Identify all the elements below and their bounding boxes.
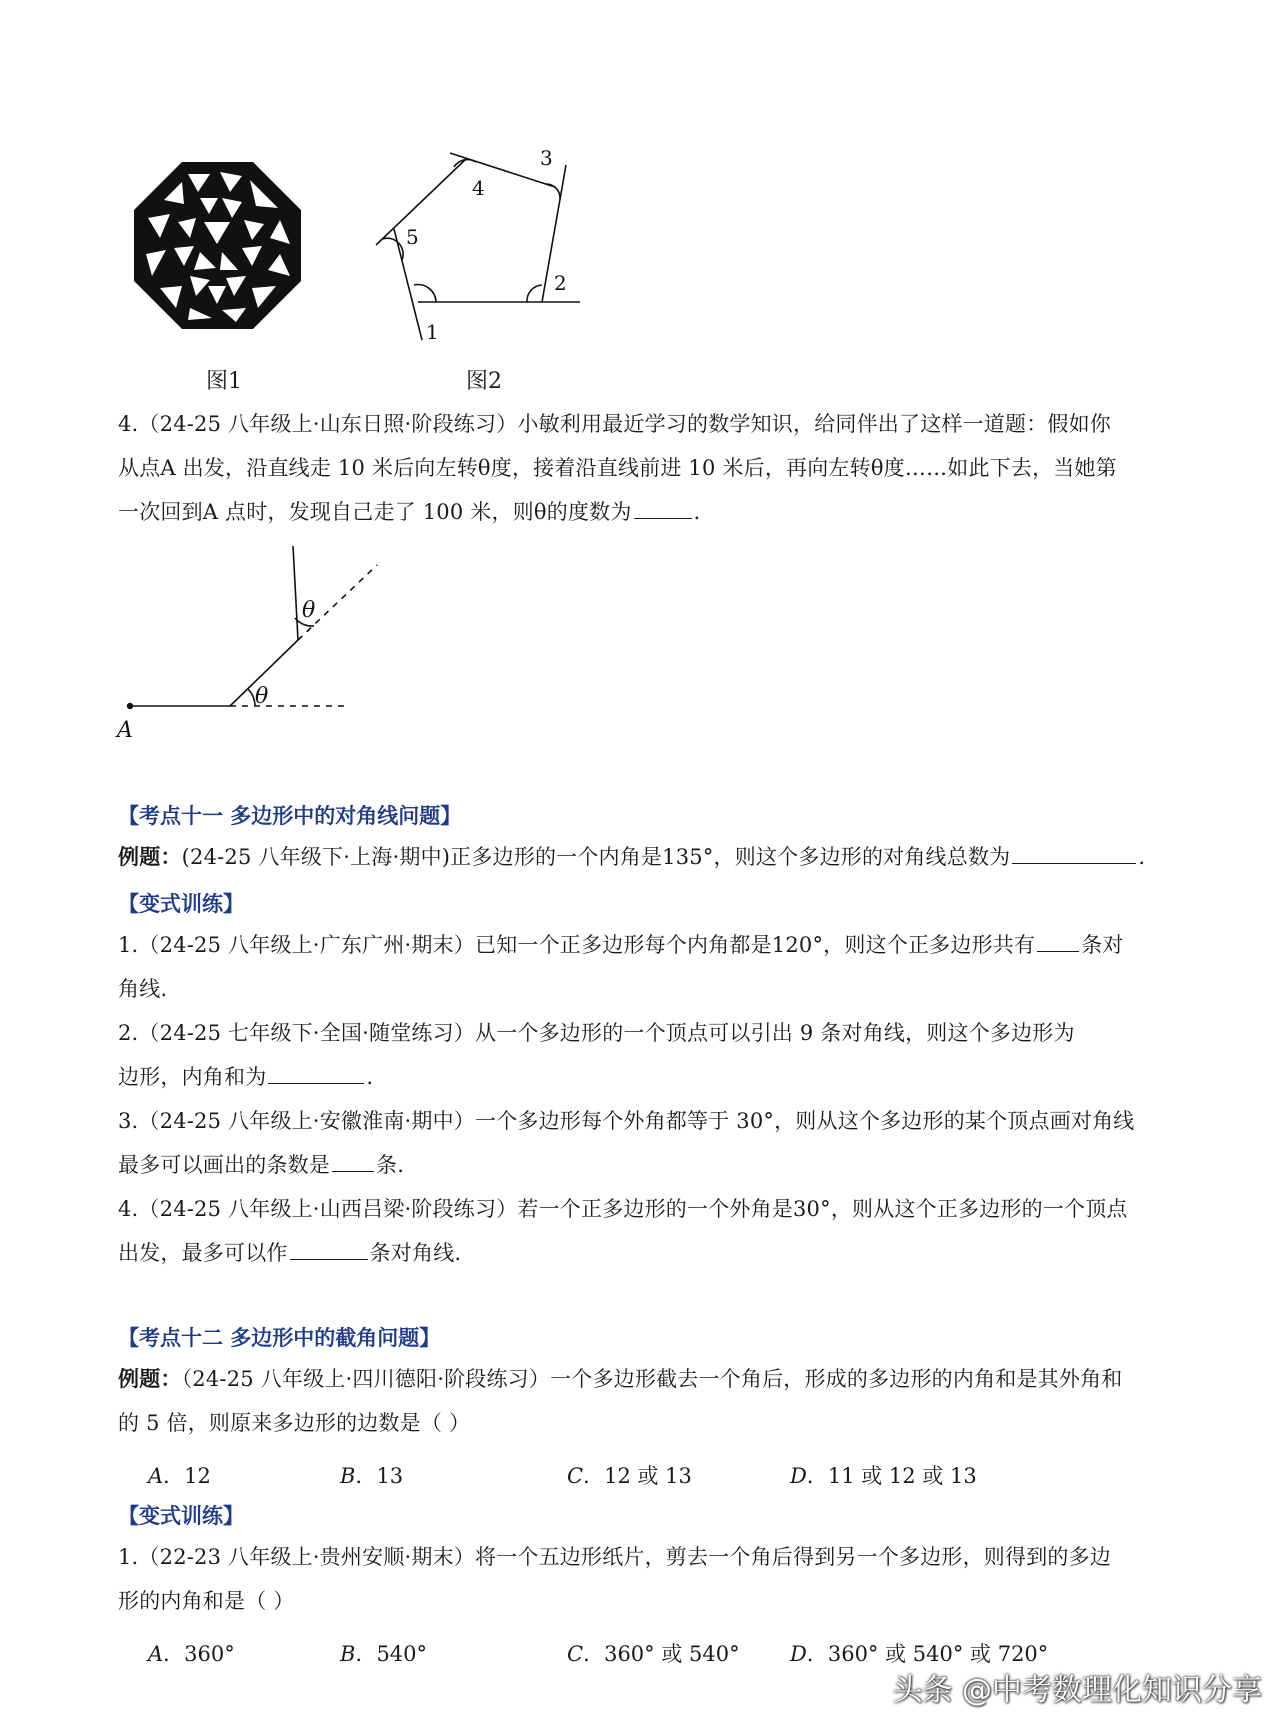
answer-blank [290,1233,368,1260]
fig2-label-4: 4 [472,176,485,200]
section-12-example [118,1357,1178,1445]
s11-q1-line-2: 角线. [118,977,168,1001]
section-12-heading: 【考点十二 多边形中的截角问题】 [118,1326,441,1350]
q4-line-3: 一次回到A 点时，发现自己走了 100 米，则θ的度数为 . [118,490,1178,534]
s12-example-option-d: D．11 或 12 或 13 [790,1464,977,1488]
s12-q1-line-1: 1.（22-23 八年级上·贵州安顺·期末）将一个五边形纸片，剪去一个角后得到另一个多边形，则得到的多边 [118,1545,1111,1569]
s12-example-option-b: B．13 [340,1464,404,1488]
section-11-heading: 【考点十一 多边形中的对角线问题】 [118,804,462,828]
section-11-body [118,835,1178,879]
answer-blank [634,492,692,519]
answer-blank [1037,925,1079,952]
s12-q1-option-d: D．360° 或 540° 或 720° [790,1642,1049,1666]
answer-blank [332,1145,374,1172]
walk-path-figure [115,540,395,740]
s11-q4-line-1: 4.（24-25 八年级上·山西吕梁·阶段练习）若一个正多边形的一个外角是30°，则从这个正多边形的一个顶点 [118,1197,1128,1221]
figure-1-octagon-pattern [130,158,305,333]
answer-blank [1012,837,1136,864]
s11-q2-line-2: 边形，内角和为 . [118,1055,1178,1099]
theta-label-upper: θ [302,598,316,623]
point-a-label: A [117,718,133,740]
section-11-variants [118,923,1178,1275]
fig2-label-3: 3 [540,146,553,170]
answer-blank [268,1057,364,1084]
s12-example-line-2: 的 5 倍，则原来多边形的边数是（ ） [118,1411,471,1435]
q4-line-1: 4.（24-25 八年级上·山东日照·阶段练习）小敏利用最近学习的数学知识，给同伴出了这样一道题：假如你 [118,412,1111,436]
s12-example-line-1: 例题：（24-25 八年级上·四川德阳·阶段练习）一个多边形截去一个角后，形成的多边形的内角和是其外角和 [118,1366,1123,1391]
s12-q1-option-c: C．360° 或 540° [567,1642,740,1666]
s11-q1-line-1: 1.（24-25 八年级上·广东广州·期末）已知一个正多边形每个内角都是120°，则这个正多边形共有 条对 [118,923,1178,967]
q4-line-2: 从点A 出发，沿直线走 10 米后向左转θ度，接着沿直线前进 10 米后，再向左转θ度……如此下去，当她第 [118,456,1117,480]
s12-example-option-a: A．12 [148,1464,211,1488]
section-12-variant-heading: 【变式训练】 [118,1504,244,1528]
s11-q2-line-1: 2.（24-25 七年级下·全国·随堂练习）从一个多边形的一个顶点可以引出 9 条对角线，则这个多边形为 [118,1021,1075,1045]
s11-q4-line-2: 出发，最多可以作 条对角线. [118,1231,1178,1275]
figure-2-pentagon-exterior-angles [370,145,590,355]
s12-example-option-c: C．12 或 13 [567,1464,692,1488]
s12-q1-line-2: 形的内角和是（ ） [118,1589,295,1613]
s11-example: 例题：(24-25 八年级下·上海·期中)正多边形的一个内角是135°，则这个多边形的对角线总数为 . [118,835,1178,879]
watermark: 头条 @中考数理化知识分享 [892,1673,1262,1708]
question-4-walk [118,402,1178,534]
fig2-label-5: 5 [406,225,419,249]
figure-2-caption: 图2 [466,369,502,394]
fig2-label-2: 2 [554,271,567,295]
s11-q3-line-1: 3.（24-25 八年级上·安徽淮南·期中）一个多边形每个外角都等于 30°，则从这个多边形的某个顶点画对角线 [118,1109,1135,1133]
s12-q1-option-b: B．540° [340,1642,428,1666]
s12-q1-option-a: A．360° [148,1642,235,1666]
s11-q3-line-2: 最多可以画出的条数是 条. [118,1143,1178,1187]
section-11-variant-heading: 【变式训练】 [118,892,244,916]
section-12-variants [118,1535,1178,1623]
fig2-label-1: 1 [426,320,439,344]
theta-label-lower: θ [255,684,269,709]
figure-1-caption: 图1 [206,369,242,394]
